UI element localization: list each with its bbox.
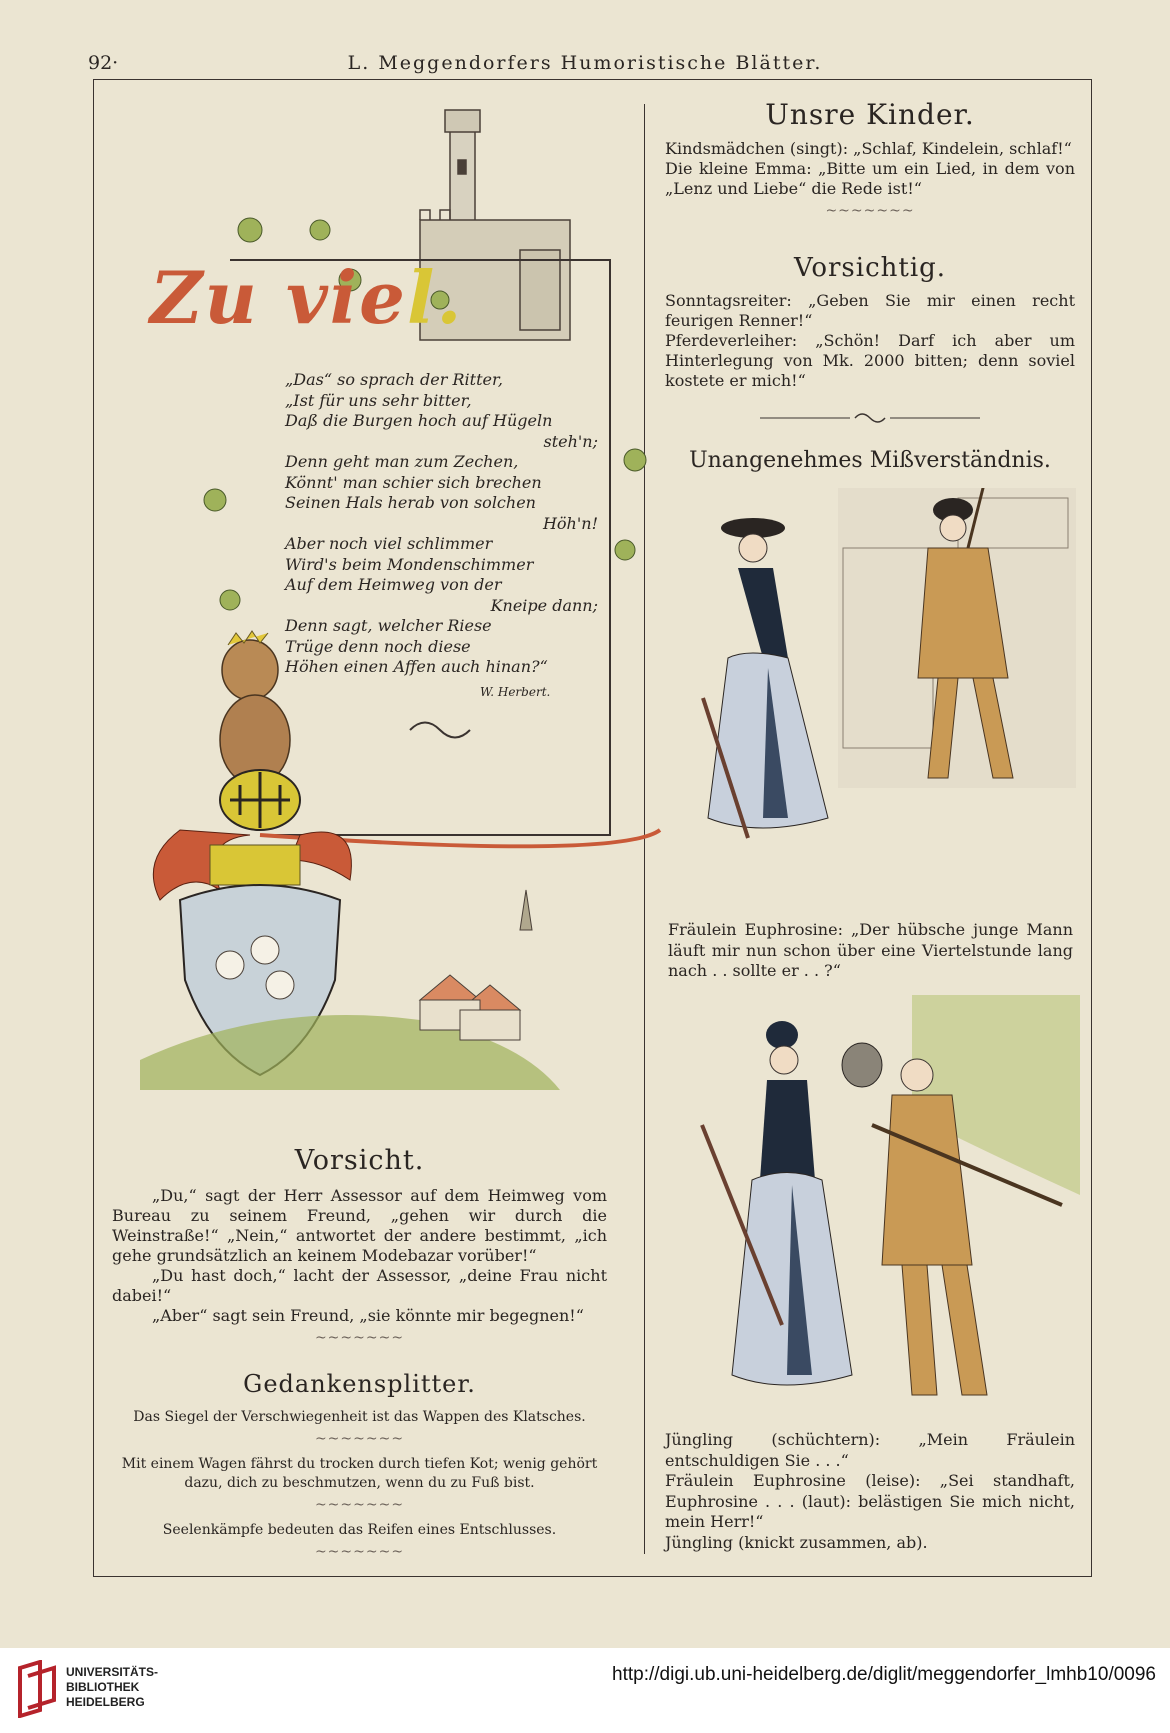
poem-line: Denn sagt, welcher Riese [285, 616, 492, 635]
unsre-kinder-line: Die kleine Emma: „Bitte um ein Lied, in dem von „Lenz und Liebe“ die Rede ist!“ [665, 159, 1075, 198]
library-name [66, 1665, 158, 1710]
cartoon-caption-1: Fräulein Euphrosine: „Der hübsche junge Mann läuft mir nun schon über eine Viertelstunde lang nach . . sollte er . . ?“ [668, 920, 1073, 980]
gedankensplitter-title: Gedankensplitter. [243, 1370, 476, 1398]
vorsichtig-lines [665, 291, 1075, 391]
poem-line: Wird's beim Mondenschimmer [285, 554, 534, 574]
poem-author: W. Herbert. [480, 685, 551, 699]
section-vorsichtig [665, 253, 1075, 391]
vorsicht-separator: ~~~~~~~ [314, 1330, 405, 1346]
page-header [0, 40, 1170, 80]
section-ornament [760, 408, 980, 428]
section-unsre-kinder [665, 98, 1075, 219]
cartoon-caption-2 [665, 1430, 1075, 1553]
library-line1: UNIVERSITÄTS- [66, 1665, 159, 1679]
page-number: 92· [88, 52, 119, 74]
cartoon-scene-2 [662, 995, 1080, 1425]
gedankensplitter-item: Mit einem Wagen fährst du trocken durch tiefen Kot; wenig gehört dazu, dich zu beschmutzen, wenn du zu Fuß bist. [121, 1456, 598, 1491]
vorsicht-paragraph: „Du,“ sagt der Herr Assessor auf dem Heimweg vom Bureau zu seinem Freund, „gehen wir durch die Weinstraße!“ „Nein,“ antwortet der andere bestimmt, „ich gehe grundsätzlich an keinem Modebazar vorüber!“ [112, 1186, 607, 1265]
poem-zuviel [285, 370, 598, 678]
vorsichtig-line: Pferdeverleiher: „Schön! Darf ich aber um Hinterlegung von Mk. 2000 bitten; denn soviel kostete er mich!“ [665, 331, 1075, 390]
unsre-kinder-line: Kindsmädchen (singt): „Schlaf, Kindelein, schlaf!“ [665, 139, 1072, 158]
vorsicht-title: Vorsicht. [294, 1145, 425, 1176]
vorsicht-paragraph: „Aber“ sagt sein Freund, „sie könnte mir begegnen!“ [152, 1306, 584, 1325]
section-gedankensplitter [112, 1370, 607, 1568]
vorsichtig-title: Vorsichtig. [793, 253, 947, 283]
poem-line: Höh'n! [542, 513, 598, 533]
poem-line: Daß die Burgen hoch auf Hügeln [285, 411, 553, 430]
unsre-kinder-separator: ~~~~~~~ [825, 203, 915, 219]
library-line3: HEIDELBERG [66, 1695, 145, 1709]
poem-line: Höhen einen Affen auch hinan?“ [285, 657, 548, 676]
library-logo-icon [14, 1660, 60, 1718]
zuviel-title-tail: l. [406, 255, 464, 340]
running-title: L. Meggendorfers Humoristische Blätter. [347, 52, 823, 74]
cartoon-scene-1 [668, 488, 1076, 908]
section-missverstaendnis [665, 448, 1075, 473]
vorsicht-paragraph: „Du hast doch,“ lacht der Assessor, „deine Frau nicht dabei!“ [112, 1266, 607, 1305]
gedankensplitter-items [112, 1408, 607, 1560]
monkey-drawing [220, 631, 290, 785]
poem-line: Seinen Hals herab von solchen [285, 493, 536, 512]
unsre-kinder-title: Unsre Kinder. [765, 98, 975, 131]
poem-line: steh'n; [543, 431, 598, 451]
poem-line: Trüge denn noch diese [285, 636, 471, 656]
gedankensplitter-separator: ~~~~~~~ [314, 1431, 405, 1447]
woman-figure-2 [702, 1021, 852, 1385]
poem-line: Aber noch viel schlimmer [285, 534, 493, 553]
gedankensplitter-separator: ~~~~~~~ [314, 1544, 405, 1560]
village-drawing [420, 890, 532, 1040]
cartoon-caption-2-line: Jüngling (schüchtern): „Mein Fräulein entschuldigen Sie . . .“ [665, 1430, 1075, 1470]
poem-line: „Das“ so sprach der Ritter, [285, 370, 503, 389]
gedankensplitter-item: Seelenkämpfe bedeuten das Reifen eines Entschlusses. [162, 1522, 557, 1538]
vorsicht-body [112, 1186, 607, 1326]
helmet-drawing [220, 770, 300, 830]
poem-line: Denn geht man zum Zechen, [285, 452, 519, 471]
missverstaendnis-title: Unangenehmes Mißverständnis. [689, 448, 1051, 473]
unsre-kinder-lines [665, 139, 1075, 199]
cartoon-caption-2-line: Fräulein Euphrosine (leise): „Sei standhaft, Euphrosine . . . (laut): belästigen Sie mich nicht, mein Herr!“ [665, 1471, 1075, 1531]
poem-line: „Ist für uns sehr bitter, [285, 390, 472, 410]
zuviel-title [150, 255, 463, 340]
gedankensplitter-separator: ~~~~~~~ [314, 1497, 405, 1513]
zuviel-title-main: Zu vie [150, 255, 407, 340]
vorsichtig-line: Sonntagsreiter: „Geben Sie mir einen recht feurigen Renner!“ [665, 291, 1075, 330]
library-footer [0, 1648, 1170, 1733]
poem-line: Könnt' man schier sich brechen [285, 472, 542, 492]
library-line2: BIBLIOTHEK [66, 1680, 140, 1694]
poem-line: Kneipe dann; [490, 595, 598, 615]
source-url-link[interactable]: http://digi.ub.uni-heidelberg.de/diglit/meggendorfer_lmhb10/0096 [612, 1664, 1156, 1685]
poem-line: Auf dem Heimweg von der [285, 575, 502, 594]
cartoon-caption-2-line: Jüngling (knickt zusammen, ab). [665, 1532, 928, 1552]
section-vorsicht [112, 1145, 607, 1346]
woman-figure-1 [703, 518, 828, 838]
gedankensplitter-item: Das Siegel der Verschwiegenheit ist das Wappen des Klatsches. [133, 1409, 586, 1425]
